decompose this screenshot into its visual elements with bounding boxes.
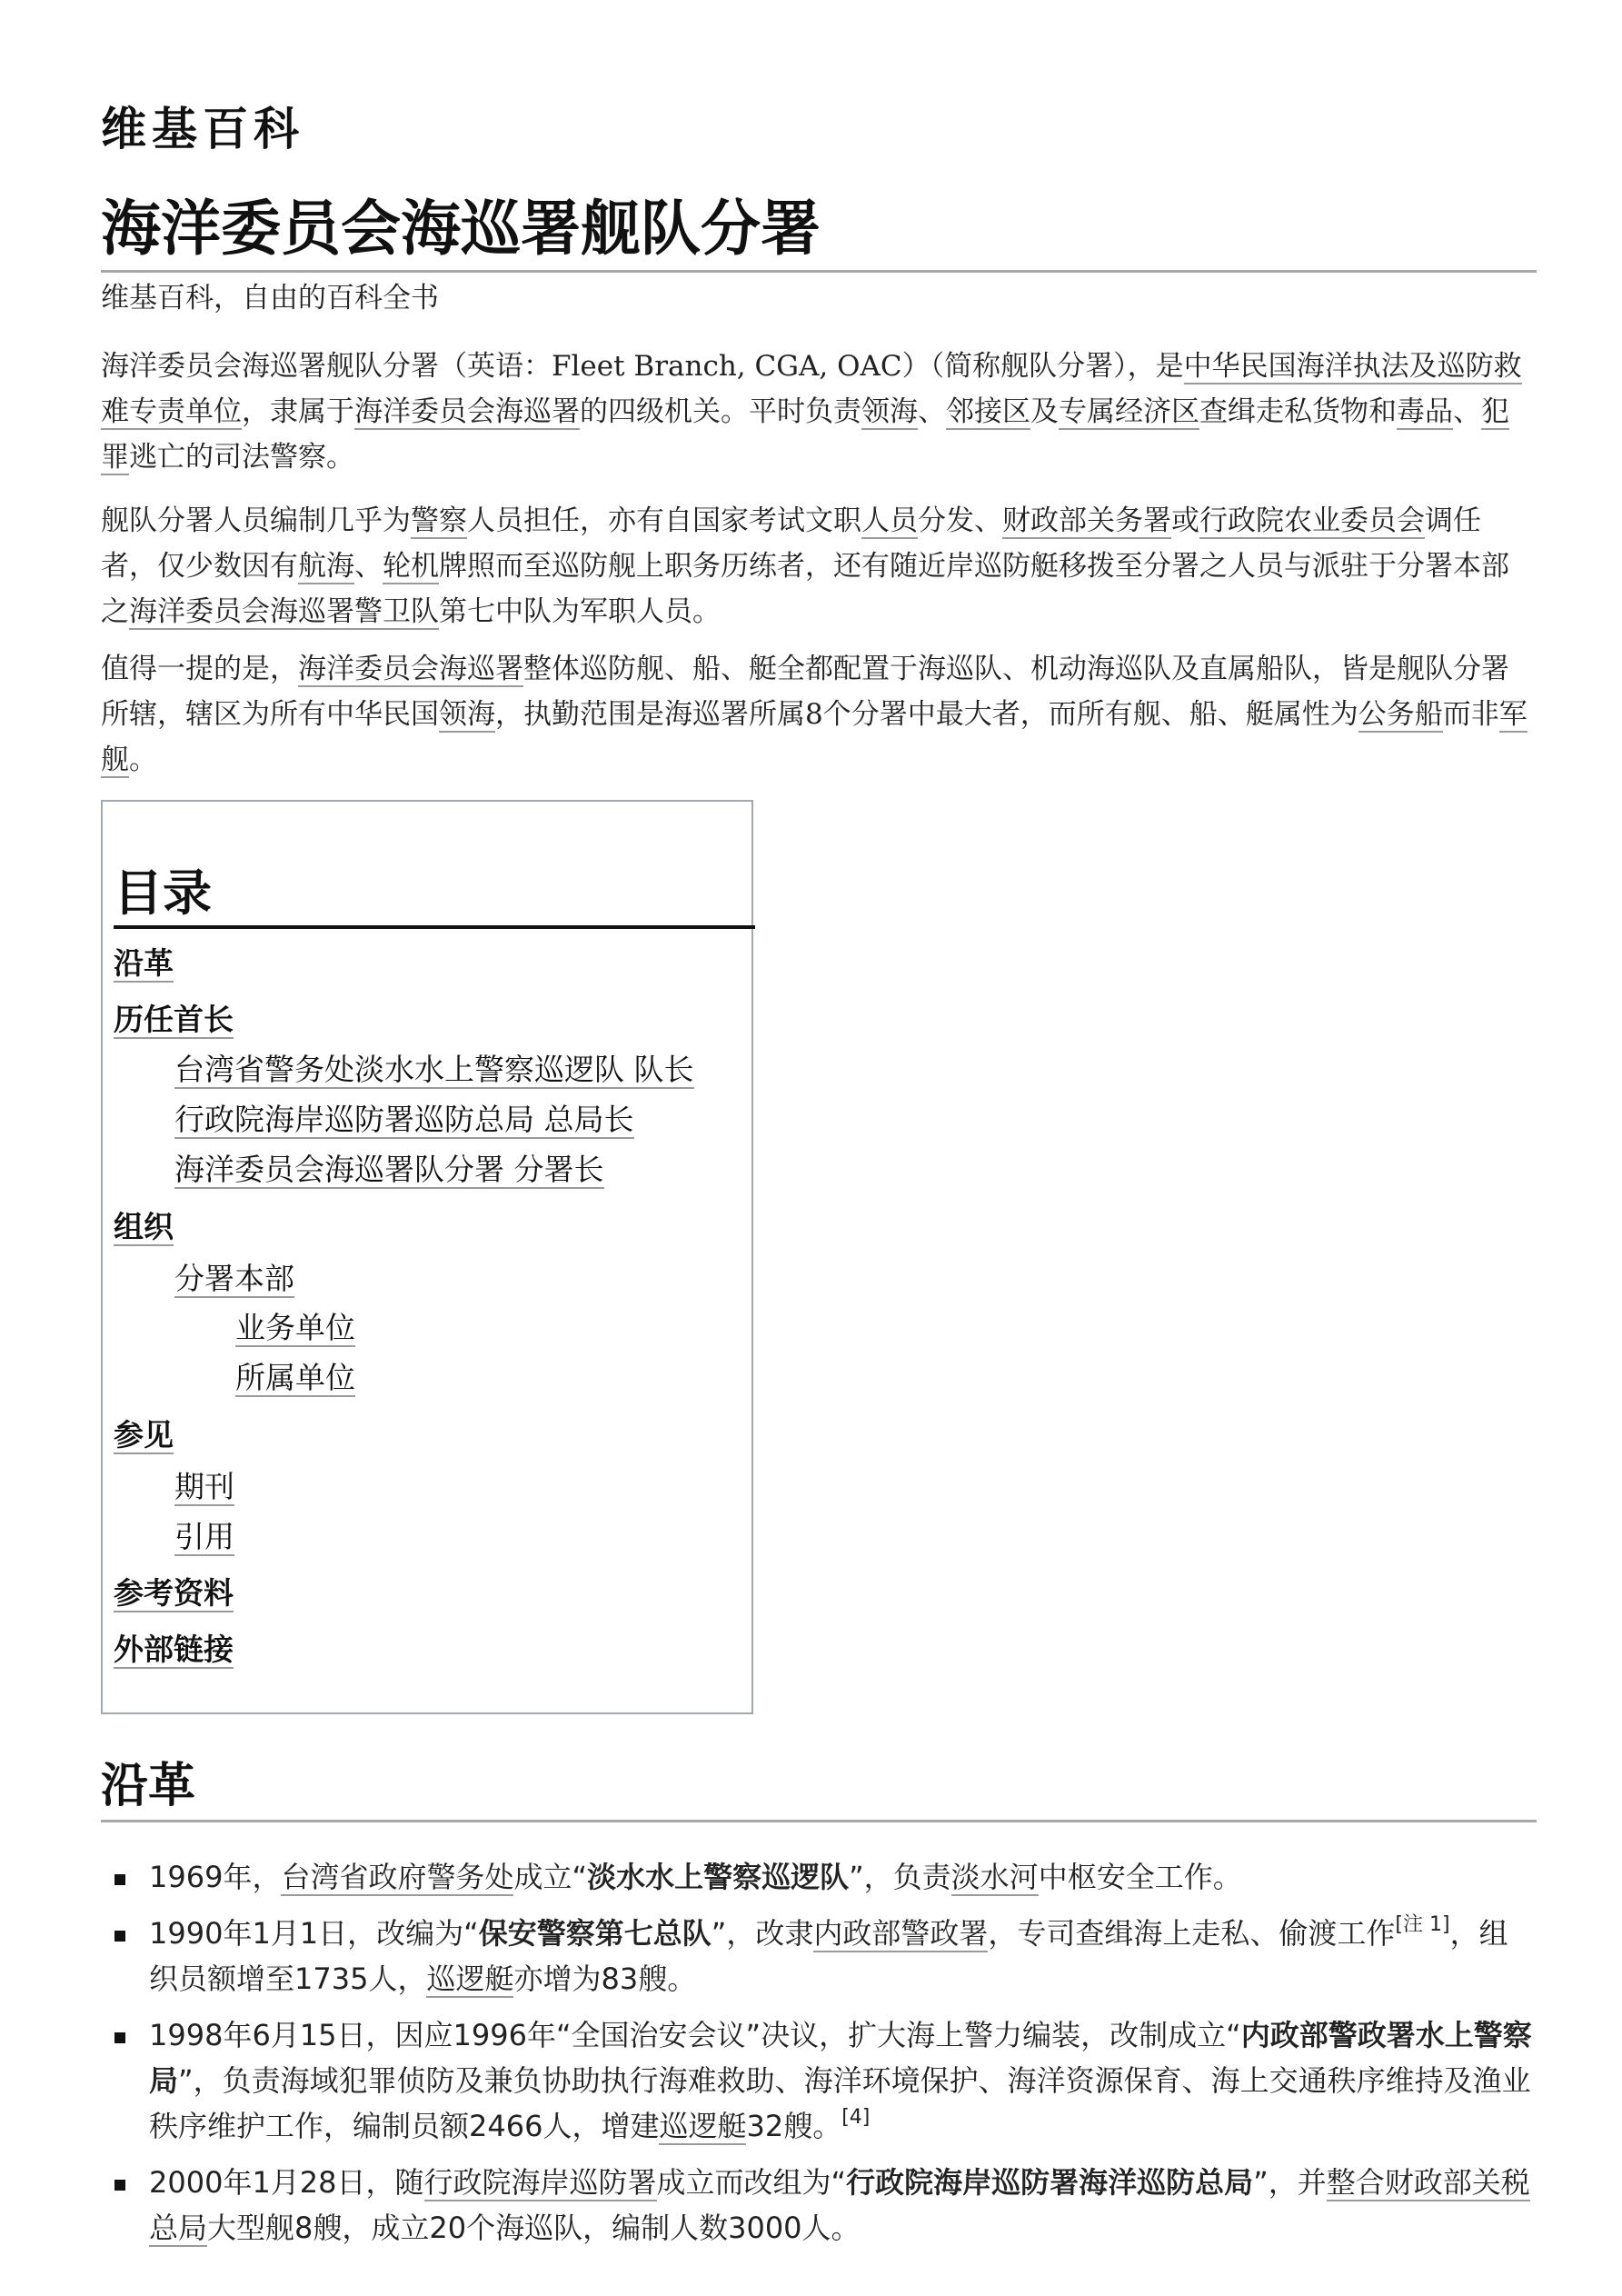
toc-item[interactable] [174,1100,634,1140]
text-run: 调任者，仅少数因有 [101,504,1481,583]
text-run: ”，负责海域犯罪侦防及兼负协助执行海难救助、海洋环境保护、海洋资源保育、海上交通秩序维持及渔业秩序维护工作，编制员额2466人，增建 [149,2063,1531,2143]
text-run: ，隶属于 [242,395,354,428]
toc-item-label: 沿革 [114,945,174,981]
text-run: 大型舰8艘，成立20个海巡队，编制人数3000人。 [207,2211,861,2245]
inline-link[interactable]: 淡水河 [950,1860,1039,1894]
text-run: 的四级机关。平时负责 [580,395,861,428]
inline-link[interactable]: 财政部关务署 [1002,504,1171,537]
toc-item-label: 参见 [114,1417,174,1452]
text-run: 。 [129,744,157,776]
history-list-item [101,2012,1537,2149]
text-run: 而非 [1442,698,1499,731]
toc-item-label: 参考资料 [114,1575,234,1611]
inline-link[interactable]: 领海 [439,698,495,731]
intro-paragraph-3 [101,646,1537,783]
inline-link[interactable]: 犯罪 [101,395,1509,474]
toc-item[interactable] [114,943,174,983]
text-run: ，专司查缉海上走私、偷渡工作 [988,1916,1396,1951]
inline-link[interactable]: 领海 [861,395,918,428]
toc-item-label: 分署本部 [174,1261,294,1296]
inline-link[interactable]: 巡逻艇 [426,1962,514,1996]
inline-link[interactable]: 内政部警政署 [813,1916,989,1951]
text-run: 成立“ [513,1860,588,1894]
text-run: 牌照而至巡防舰上职务历练者，还有随近岸巡防艇移拨至分署之人员与派驻于分署本部之 [101,550,1509,628]
toc-title: 目录 [114,862,755,929]
text-run: 1998年6月15日，因应1996年“全国治安会议”决议，扩大海上警力编装，改制成立“ [149,2018,1241,2052]
site-name[interactable]: 维基百科 [101,102,304,155]
inline-link[interactable]: 中华民国海洋执法及巡防救难专责单位 [101,350,1522,428]
site-tagline: 维基百科，自由的百科全书 [101,282,439,314]
toc-item[interactable] [174,1517,234,1557]
text-run: 查缉走私货物和 [1199,395,1397,428]
toc-item[interactable] [114,1207,174,1247]
inline-link[interactable]: 公务船 [1358,698,1443,731]
toc-item-label: 外部链接 [114,1632,234,1667]
inline-link[interactable]: 专属经济区 [1059,395,1199,428]
text-run: 1969年， [149,1860,282,1894]
page-title: 海洋委员会海巡署舰队分署 [101,191,1537,273]
inline-link[interactable]: 航海 [298,550,354,583]
toc-item[interactable] [114,1630,234,1670]
bold-term: 淡水水上警察巡逻队 [587,1860,850,1894]
toc-item-label: 海洋委员会海巡署队分署 分署长 [174,1152,604,1187]
inline-link[interactable]: 海洋委员会海巡署 [354,395,580,428]
text-run: 成立而改组为“ [656,2165,847,2200]
toc-item-label: 引用 [174,1519,234,1554]
inline-link[interactable]: 财政部关税总局 [149,2165,1530,2245]
inline-link[interactable]: 巡逻艇 [659,2109,747,2143]
history-list-item [101,2160,1537,2251]
toc-item[interactable] [235,1358,355,1398]
reference-marker[interactable]: [4] [841,2106,871,2129]
toc-item[interactable] [114,1000,234,1040]
text-run: 1990年1月1日，改编为“ [149,1916,479,1951]
text-run: 值得一提的是， [101,653,298,685]
inline-link[interactable]: 邻接区 [946,395,1030,428]
inline-link[interactable]: 军舰 [101,698,1527,776]
toc-item-label: 业务单位 [235,1310,355,1345]
text-run: 人员担任，亦有自国家考试文职 [467,504,861,537]
text-run: 整体巡防舰、船、艇全都配置于海巡队、机动海巡队及直属船队，皆是舰队分署所辖，辖区为所有中华民国 [101,653,1509,731]
toc-item-label: 行政院海岸巡防署巡防总局 总局长 [174,1102,634,1137]
text-run: 中枢安全工作。 [1038,1860,1242,1894]
text-run: 、 [354,550,383,583]
section-heading-history: 沿革 [101,1754,1537,1822]
intro-paragraph-2 [101,498,1537,634]
toc-item[interactable] [114,1573,234,1613]
toc-item[interactable] [174,1259,294,1299]
history-list [101,1854,1537,2261]
toc-item[interactable] [235,1308,355,1348]
history-list-item [101,1854,1537,1900]
inline-link[interactable]: 海洋委员会海巡署 [298,653,523,685]
text-run: ，执勤范围是海巡署所属8个分署中最大者，而所有舰、船、艇属性为 [495,698,1358,731]
toc-item[interactable] [114,1415,174,1455]
toc-item-label: 所属单位 [235,1360,355,1395]
text-run: 、 [1453,395,1481,428]
toc-item-label: 历任首长 [114,1002,234,1037]
intro-paragraph-1 [101,344,1537,480]
text-run: 2000年1月28日，随 [149,2165,424,2200]
toc-item-label: 台湾省警务处淡水水上警察巡逻队 队长 [174,1052,694,1087]
inline-link[interactable]: 海洋委员会海巡署警卫队 [129,595,439,628]
inline-link[interactable]: 台湾省政府警务处 [281,1860,514,1894]
table-of-contents [101,800,753,1714]
history-list-item [101,1911,1537,2002]
toc-item-label: 期刊 [174,1469,234,1504]
bold-term: 内政部警政署水上警察局 [149,2018,1532,2098]
inline-link[interactable]: 行政院农业委员会 [1199,504,1425,537]
text-run: 、 [918,395,946,428]
toc-item[interactable] [174,1150,604,1190]
text-run: 海洋委员会海巡署舰队分署（英语：Fleet Branch, CGA, OAC）（简称舰队分署），是 [101,350,1184,383]
text-run: 亦增为83艘。 [513,1962,697,1996]
text-run: 32艘。 [746,2109,842,2143]
toc-item-label: 组织 [114,1209,174,1244]
reference-marker[interactable]: [注 1] [1395,1913,1450,1936]
inline-link[interactable]: 毒品 [1397,395,1453,428]
text-run: 逃亡的司法警察。 [129,441,354,474]
inline-link[interactable]: 行政院海岸巡防署 [423,2165,657,2200]
bold-term: 保安警察第七总队 [478,1916,711,1951]
inline-link[interactable]: 警察 [411,504,467,537]
inline-link[interactable]: 人员 [861,504,918,537]
text-run: ”，改隶 [711,1916,814,1951]
bold-term: 行政院海岸巡防署海洋巡防总局 [846,2165,1254,2200]
text-run: 及 [1030,395,1059,428]
text-run: 舰队分署人员编制几乎为 [101,504,411,537]
text-run: 或 [1171,504,1199,537]
text-run: ”，并 [1253,2165,1327,2200]
text-run: ”，负责 [849,1860,951,1894]
text-run: 分发、 [918,504,1002,537]
text-run: 第七中队为军职人员。 [439,595,721,628]
toc-item[interactable] [174,1467,234,1507]
inline-link[interactable]: 整合 [1326,2165,1385,2200]
toc-item[interactable] [174,1050,694,1090]
inline-link[interactable]: 轮机 [383,550,439,583]
text-run: ，组织员额增至1735人， [149,1916,1508,1996]
